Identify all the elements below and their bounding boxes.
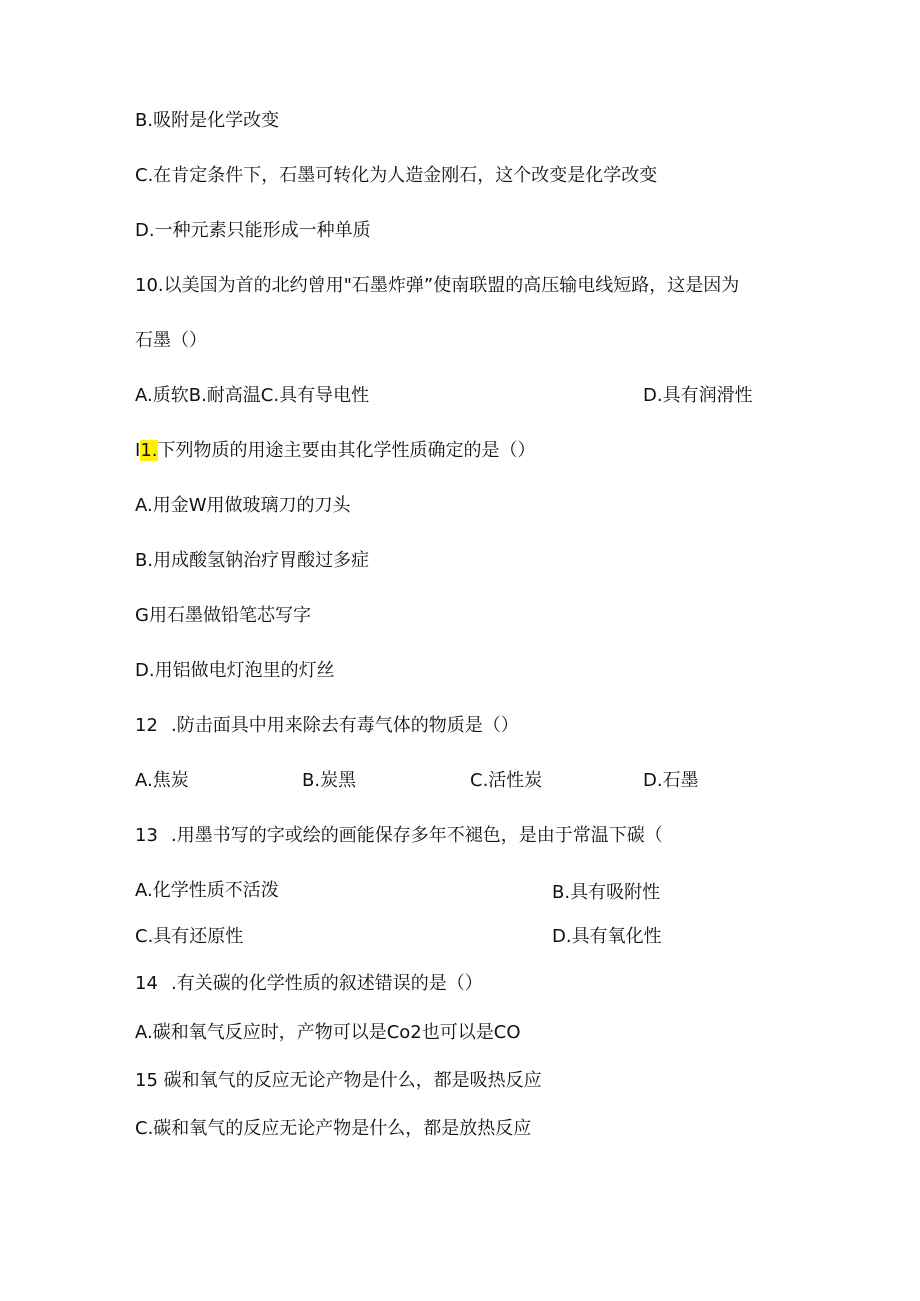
q11-number-prefix: I xyxy=(135,440,141,461)
q11-number-highlight: 1. xyxy=(140,440,158,461)
q11-option-d: D.用铝做电灯泡里的灯丝 xyxy=(135,660,335,681)
q14-option-a: A.碳和氧气反应时，产物可以是Co2也可以是CO xyxy=(135,1022,521,1043)
q9-option-c: C.在肯定条件下，石墨可转化为人造金刚石，这个改变是化学改变 xyxy=(135,165,658,186)
q12-option-d: D.石墨 xyxy=(643,770,699,791)
q11-question-text: 下列物质的用途主要由其化学性质确定的是（） xyxy=(157,440,536,461)
q13-question-text: .用墨书写的字或绘的画能保存多年不褪色，是由于常温下碳（ xyxy=(171,825,663,846)
q11-option-b: B.用成酸氢钠治疗胃酸过多症 xyxy=(135,550,370,571)
q12-option-c: C.活性炭 xyxy=(470,770,543,791)
q13-option-d: D.具有氧化性 xyxy=(552,926,662,947)
q13-option-c: C.具有还原性 xyxy=(135,926,244,947)
q11-option-a: A.用金W用做玻璃刀的刀头 xyxy=(135,495,351,516)
q10-stem-line1: 10.以美国为首的北约曾用"石墨炸弹”使南联盟的高压输电线短路，这是因为 xyxy=(135,275,740,296)
q10-options-abc: A.质软B.耐高温C.具有导电性 xyxy=(135,385,370,406)
q10-option-d: D.具有润滑性 xyxy=(643,385,753,406)
q12-number: 12 xyxy=(135,715,158,736)
q13-option-b: B.具有吸附性 xyxy=(552,882,661,903)
q14-number: 14 xyxy=(135,973,158,994)
q14-option-c: C.碳和氧气的反应无论产物是什么，都是放热反应 xyxy=(135,1118,532,1139)
q12-option-a: A.焦炭 xyxy=(135,770,189,791)
q13-option-a: A.化学性质不活泼 xyxy=(135,880,279,901)
q11-stem xyxy=(135,439,536,463)
q12-option-b: B.炭黑 xyxy=(302,770,357,791)
q12-stem xyxy=(135,714,519,738)
q12-question-text: .防击面具中用来除去有毒气体的物质是（） xyxy=(171,715,519,736)
q14-option-b: 15 碳和氧气的反应无论产物是什么，都是吸热反应 xyxy=(135,1070,542,1091)
q9-option-b: B.吸附是化学改变 xyxy=(135,110,280,131)
q13-stem xyxy=(135,824,663,848)
q14-question-text: .有关碳的化学性质的叙述错误的是（） xyxy=(171,973,483,994)
q14-stem xyxy=(135,972,483,996)
q10-stem-line2: 石墨（） xyxy=(135,330,207,351)
q9-option-d: D.一种元素只能形成一种单质 xyxy=(135,220,371,241)
q11-option-c: G用石墨做铅笔芯写字 xyxy=(135,605,311,626)
q13-number: 13 xyxy=(135,825,158,846)
